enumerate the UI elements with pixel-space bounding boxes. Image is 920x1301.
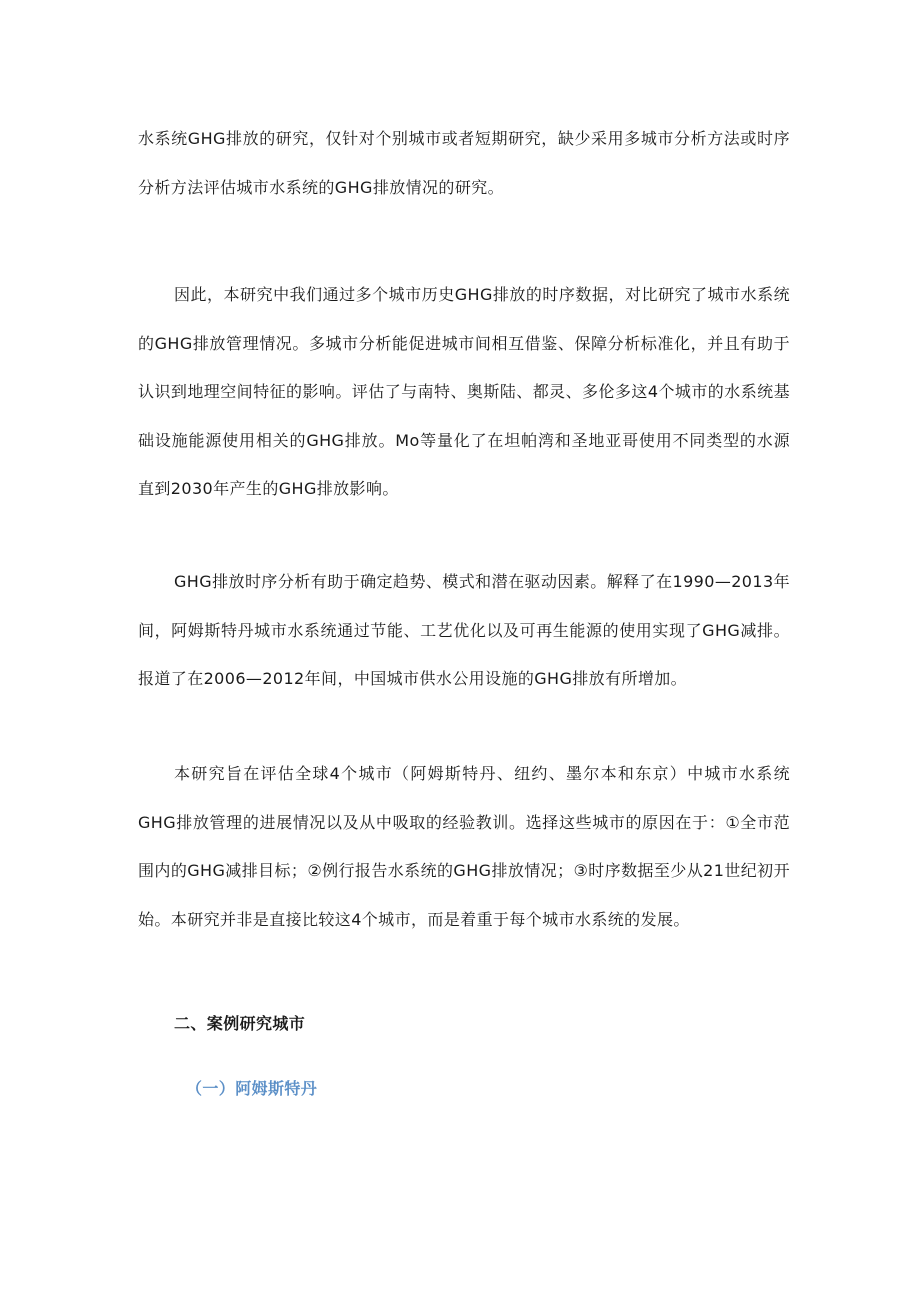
paragraph-continuation: 水系统GHG排放的研究，仅针对个别城市或者短期研究，缺少采用多城市分析方法或时序分析方法评估城市水系统的GHG排放情况的研究。 [138,129,790,197]
paragraph-time-series-analysis: GHG排放时序分析有助于确定趋势、模式和潜在驱动因素。解释了在1990—2013年间，阿姆斯特丹城市水系统通过节能、工艺优化以及可再生能源的使用实现了GHG减排。报道了在2006—2012年间，中国城市供水公用设施的GHG排放有所增加。 [138,572,790,688]
subsection-heading: （一）阿姆斯特丹 [186,1079,318,1098]
paragraph-study-objective: 本研究旨在评估全球4个城市（阿姆斯特丹、纽约、墨尔本和东京）中城市水系统GHG排放管理的进展情况以及从中吸取的经验教训。选择这些城市的原因在于：①全市范围内的GHG减排目标；②例行报告水系统的GHG排放情况；③时序数据至少从21世纪初开始。本研究并非是直接比较这4个城市，而是着重于每个城市水系统的发展。 [138,764,790,929]
paragraph-multi-city-analysis: 因此，本研究中我们通过多个城市历史GHG排放的时序数据，对比研究了城市水系统的GHG排放管理情况。多城市分析能促进城市间相互借鉴、保障分析标准化，并且有助于认识到地理空间特征的影响。评估了与南特、奥斯陆、都灵、多伦多这4个城市的水系统基础设施能源使用相关的GHG排放。Mo等量化了在坦帕湾和圣地亚哥使用不同类型的水源直到2030年产生的GHG排放影响。 [138,285,790,498]
section-heading: 二、案例研究城市 [174,1014,306,1033]
